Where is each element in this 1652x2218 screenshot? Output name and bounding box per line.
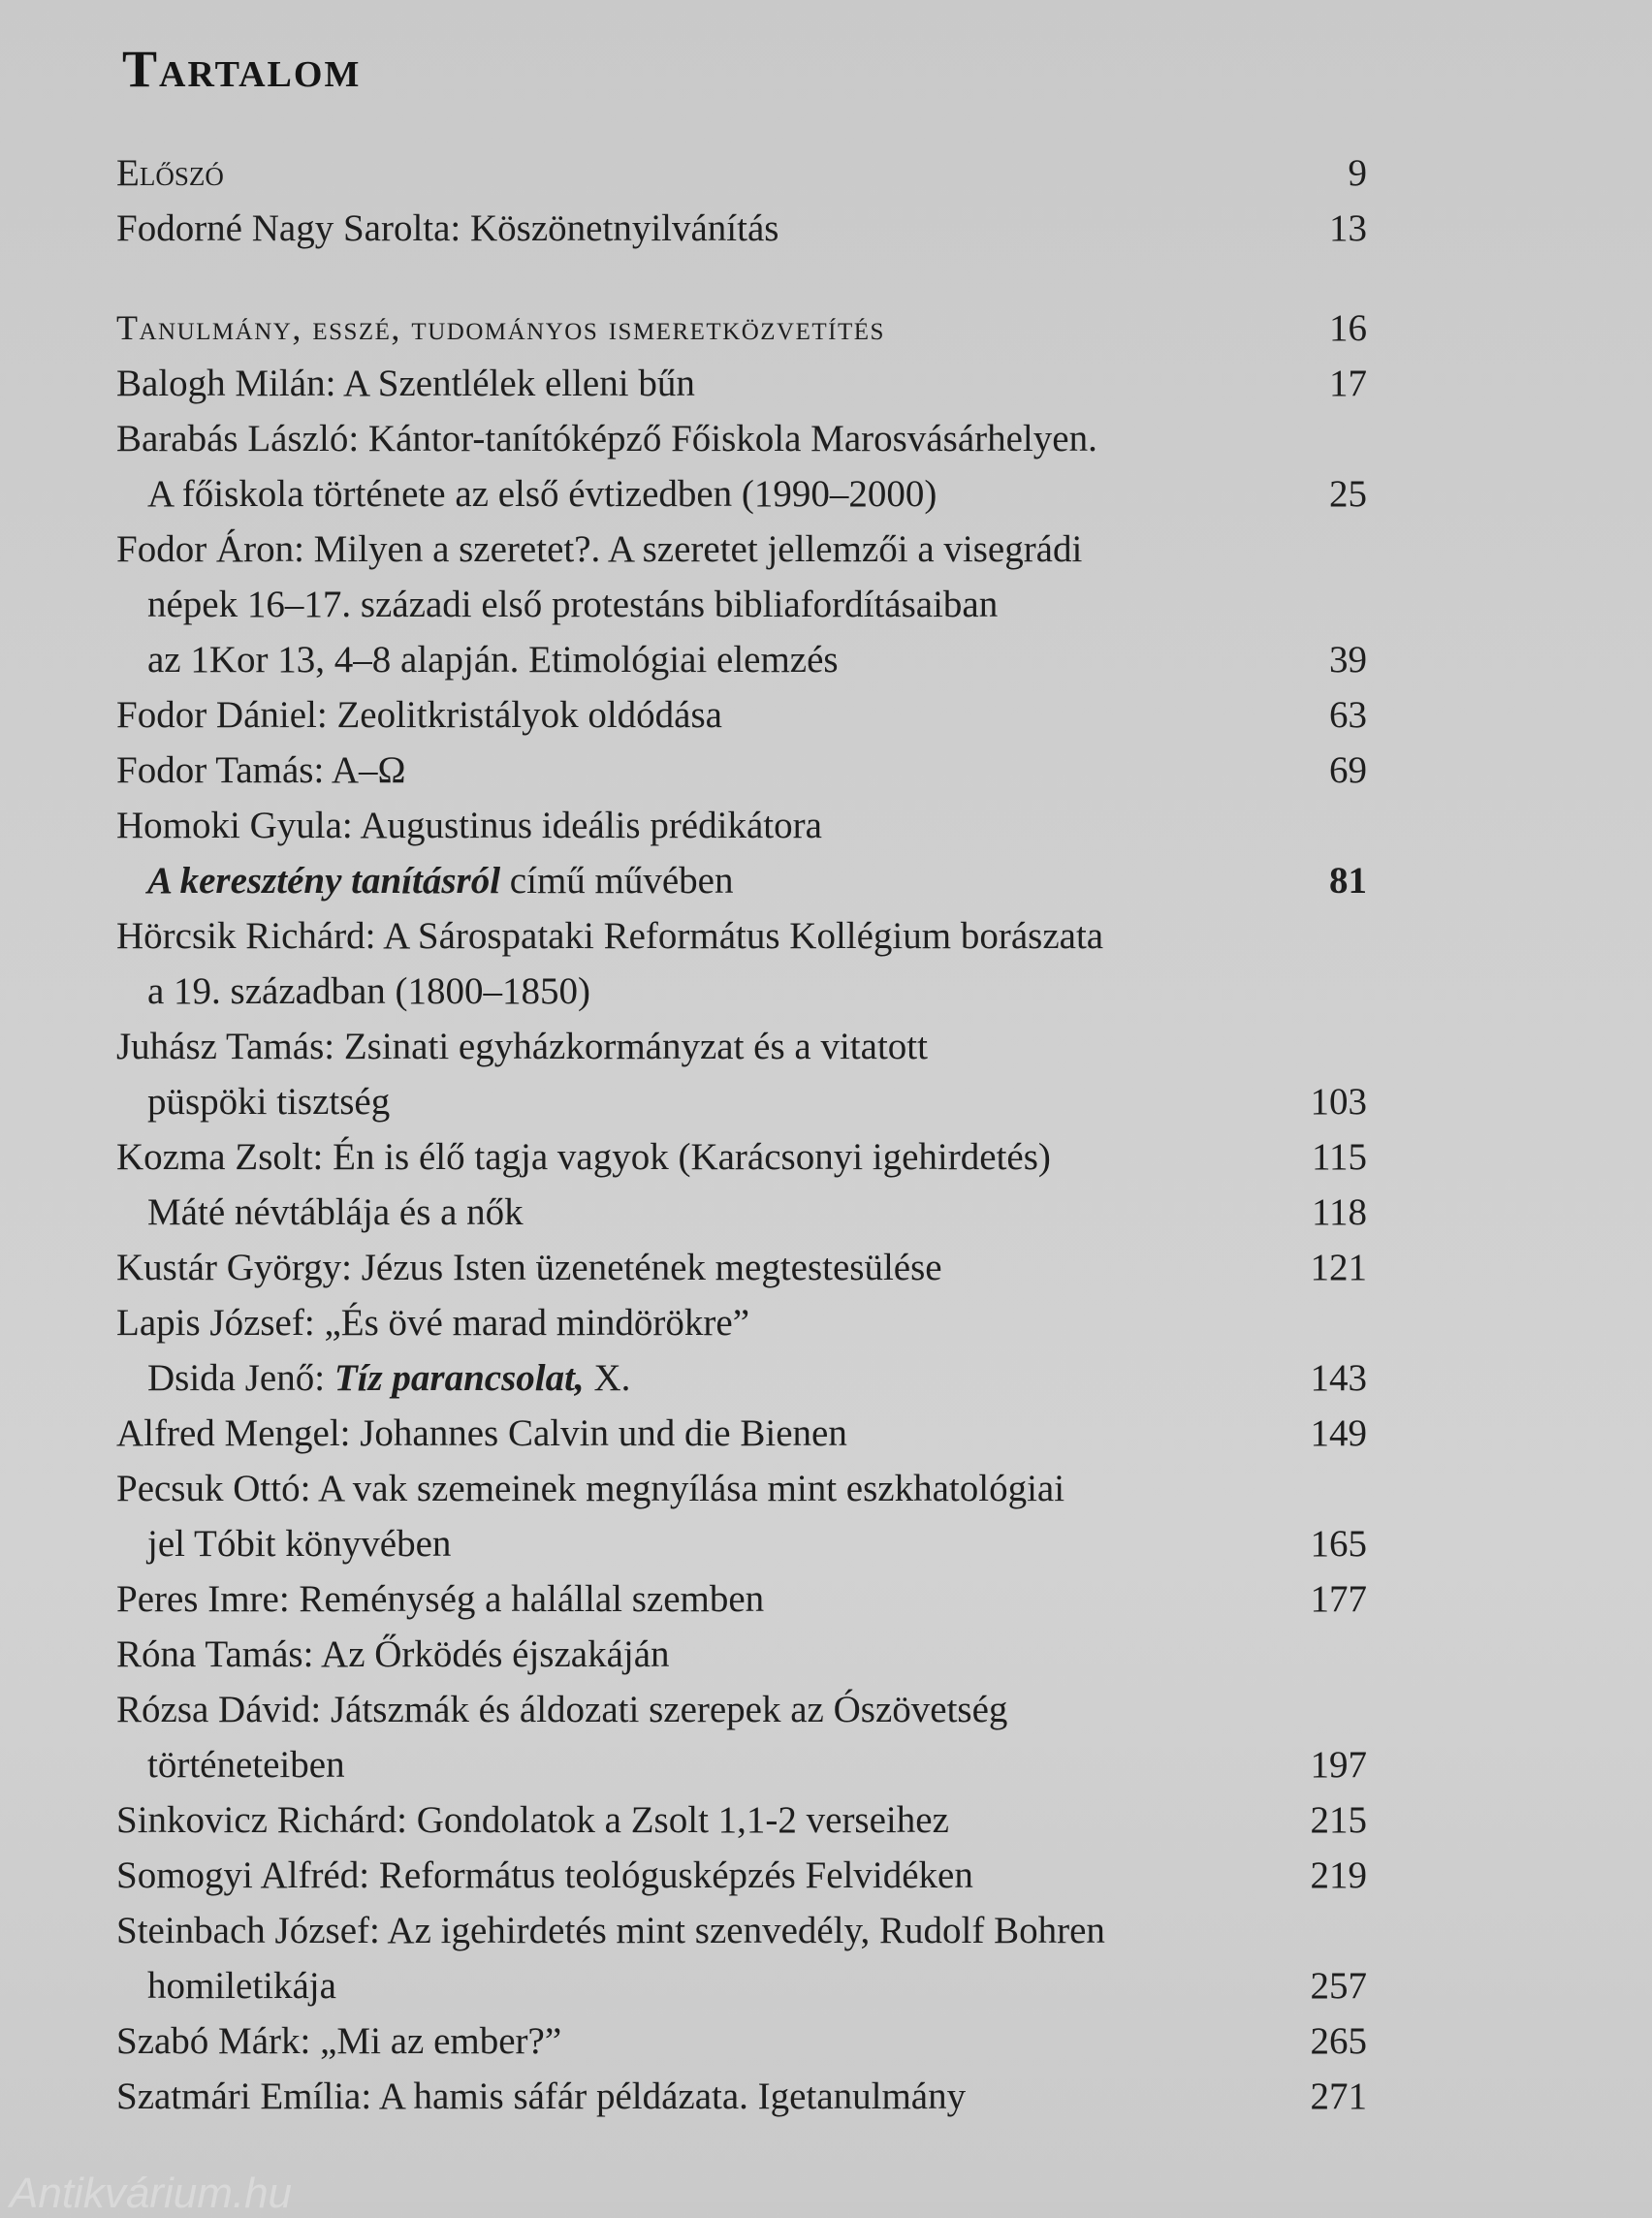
- entry-page: 165: [1310, 1523, 1367, 1565]
- entry-title: [116, 1682, 1007, 1792]
- entry-page: 149: [1310, 1412, 1367, 1454]
- toc-entry: [116, 1792, 1367, 1848]
- entry-title: [116, 1129, 1051, 1185]
- toc-entry: [116, 908, 1367, 1019]
- entry-line: népek 16–17. századi első protestáns bibliafordításaiban: [147, 584, 999, 625]
- entry-page: 271: [1310, 2075, 1367, 2117]
- entry-title: [116, 1019, 928, 1129]
- toc-entry: [116, 522, 1367, 687]
- entry-page: 257: [1310, 1965, 1367, 2007]
- entry-line: [116, 853, 822, 908]
- entry-page: 63: [1329, 694, 1367, 736]
- entry-title: [116, 1848, 973, 1903]
- entry-page: 69: [1329, 749, 1367, 791]
- entry-title: [116, 522, 1082, 687]
- toc-entry: [116, 2069, 1367, 2124]
- toc-entry: [116, 1185, 1367, 1240]
- entry-title: [116, 2069, 966, 2124]
- entry-page: 81: [1329, 860, 1367, 902]
- entry-line: Hörcsik Richárd: A Sárospataki Református Kollégium borászata: [116, 915, 1104, 957]
- entry-line: Homoki Gyula: Augustinus ideális prédikátora: [116, 805, 822, 846]
- entry-title: [116, 1792, 949, 1848]
- entry-title: [116, 908, 1103, 1019]
- toc-entry: [116, 687, 1367, 743]
- entry-title: [116, 2013, 561, 2069]
- entry-line: Fodor Áron: Milyen a szeretet?. A szeretet jellemzői a visegrádi: [116, 528, 1083, 570]
- entry-line: Pecsuk Ottó: A vak szemeinek megnyílása mint eszkhatológiai: [116, 1468, 1065, 1509]
- section-page: 16: [1329, 307, 1367, 349]
- entry-line: Szatmári Emília: A hamis sáfár példázata. Igetanulmány: [116, 2075, 967, 2117]
- toc-entry: [116, 1627, 1367, 1682]
- entry-line: Alfred Mengel: Johannes Calvin und die Bienen: [116, 1412, 847, 1454]
- section-heading: [116, 301, 1367, 356]
- toc-entry: [116, 1903, 1367, 2013]
- toc-entry: [116, 1019, 1367, 1129]
- entry-title: [116, 1185, 524, 1240]
- entry-line: [116, 1350, 749, 1406]
- entry-line-part: című művében: [500, 860, 734, 902]
- entry-page: 118: [1311, 1191, 1367, 1233]
- toc-entry: [116, 2013, 1367, 2069]
- entry-title: [116, 356, 695, 411]
- entry-line: Barabás László: Kántor-tanítóképző Főiskola Marosvásárhelyen.: [116, 418, 1097, 459]
- entry-line: Steinbach József: Az igehirdetés mint szenvedély, Rudolf Bohren: [116, 1910, 1105, 1951]
- toc-entry: [116, 356, 1367, 411]
- toc-entry: [116, 1129, 1367, 1185]
- toc-entry: [116, 743, 1367, 798]
- entry-title: [116, 1903, 1105, 2013]
- entry-page: 219: [1310, 1854, 1367, 1896]
- entry-line: A főiskola története az első évtizedben (1990–2000): [147, 473, 937, 515]
- entry-title: [116, 687, 722, 743]
- entry-title: [116, 743, 406, 798]
- toc-entry: [116, 1406, 1367, 1461]
- toc-entry: [116, 145, 1367, 201]
- entry-page: 115: [1311, 1136, 1367, 1178]
- entry-line: püspöki tisztség: [147, 1081, 391, 1123]
- section-title: Tanulmány, esszé, tudományos ismeretközvetítés: [116, 308, 885, 347]
- entry-line: Szabó Márk: „Mi az ember?”: [116, 2020, 562, 2062]
- toc-entry: [116, 1461, 1367, 1571]
- entry-line: az 1Kor 13, 4–8 alapján. Etimológiai elemzés: [147, 639, 839, 681]
- entry-line-part: Dsida Jenő:: [147, 1357, 334, 1399]
- entry-page: 13: [1329, 207, 1367, 249]
- entry-title: [116, 411, 1097, 522]
- italic-title: Tíz parancsolat,: [334, 1357, 585, 1399]
- watermark: Antikvárium.hu: [10, 2170, 293, 2217]
- entry-line: jel Tóbit könyvében: [147, 1523, 452, 1565]
- entry-page: 39: [1329, 639, 1367, 681]
- toc-entry: [116, 1682, 1367, 1792]
- entry-line: Fodor Tamás: A–Ω: [116, 749, 406, 791]
- entry-line: Balogh Milán: A Szentlélek elleni bűn: [116, 363, 695, 404]
- entry-title: [116, 1240, 942, 1295]
- entry-page: 121: [1310, 1247, 1367, 1288]
- entry-line: Róna Tamás: Az Őrködés éjszakáján: [116, 1633, 670, 1675]
- toc-entry: [116, 201, 1367, 256]
- entry-line-part: X.: [584, 1357, 631, 1399]
- entry-title: [116, 1295, 749, 1406]
- entry-page: 197: [1310, 1744, 1367, 1786]
- entry-line: Peres Imre: Reménység a halállal szemben: [116, 1578, 765, 1620]
- toc-entry: [116, 798, 1367, 908]
- entry-line: Rózsa Dávid: Játszmák és áldozati szerepek az Ószövetség: [116, 1689, 1008, 1730]
- entry-line: a 19. században (1800–1850): [147, 970, 591, 1012]
- entry-line: Fodor Dániel: Zeolitkristályok oldódása: [116, 694, 722, 736]
- toc-entry: [116, 1240, 1367, 1295]
- entry-line: Sinkovicz Richárd: Gondolatok a Zsolt 1,1-2 verseihez: [116, 1799, 949, 1841]
- page-title: Tartalom: [122, 40, 362, 98]
- entry-page: 25: [1329, 473, 1367, 515]
- entry-title: [116, 1571, 764, 1627]
- italic-title: A keresztény tanításról: [147, 860, 501, 902]
- entry-line: történeteiben: [147, 1744, 345, 1786]
- entry-page: 9: [1348, 152, 1367, 194]
- entry-page: 103: [1310, 1081, 1367, 1123]
- toc-entry: [116, 411, 1367, 522]
- entry-line: Lapis József: „És övé marad mindörökre”: [116, 1302, 750, 1344]
- entry-page: 17: [1329, 363, 1367, 404]
- entry-line: Kozma Zsolt: Én is élő tagja vagyok (Karácsonyi igehirdetés): [116, 1136, 1051, 1178]
- entry-title: Fodorné Nagy Sarolta: Köszönetnyilvánítás: [116, 207, 779, 249]
- entry-title: [116, 798, 822, 908]
- entry-title: [116, 1627, 670, 1682]
- entry-page: 265: [1310, 2020, 1367, 2062]
- entry-page: 143: [1310, 1357, 1367, 1399]
- entry-line: homiletikája: [147, 1965, 336, 2007]
- entry-page: 177: [1310, 1578, 1367, 1620]
- entry-line: Máté névtáblája és a nők: [147, 1191, 524, 1233]
- entry-line: Kustár György: Jézus Isten üzenetének megtestesülése: [116, 1247, 942, 1288]
- entry-title: [116, 1406, 847, 1461]
- table-of-contents: [116, 145, 1377, 2124]
- entry-page: 215: [1310, 1799, 1367, 1841]
- toc-entry: [116, 1571, 1367, 1627]
- entry-title: Előszó: [116, 152, 224, 194]
- toc-entry: [116, 1295, 1367, 1406]
- entry-title: [116, 1461, 1064, 1571]
- entry-line: Somogyi Alfréd: Református teológusképzés Felvidéken: [116, 1854, 973, 1896]
- entry-line: Juhász Tamás: Zsinati egyházkormányzat és a vitatott: [116, 1026, 928, 1067]
- entry-list: [116, 356, 1377, 2124]
- toc-entry: [116, 1848, 1367, 1903]
